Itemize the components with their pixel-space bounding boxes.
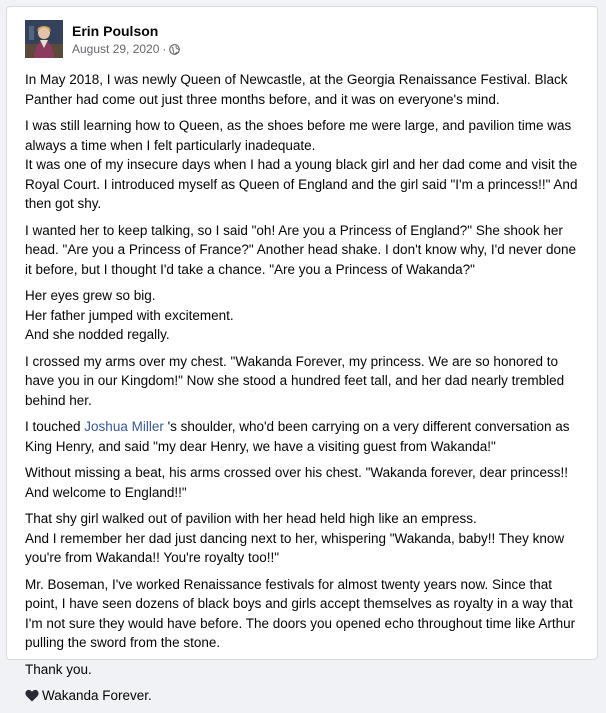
post-card bbox=[6, 6, 598, 703]
post-paragraph-4: Her eyes grew so big. Her father jumped with excitement. And she nodded regally. bbox=[25, 288, 234, 342]
paragraph-6-text-before: I touched bbox=[25, 419, 85, 434]
paragraph-6-text-after: 's shoulder, who'd been carrying on a very different conversation as King Henry, and said "my dear Henry, we have a visiting guest from Wakanda!" bbox=[25, 419, 570, 454]
post-paragraph-10: Thank you. bbox=[25, 661, 92, 677]
post-paragraph-8: That shy girl walked out of pavilion with her head held high like an empress. And I remember her dad just dancing next to her, whispering "Wakanda, baby!! They know you're from Wakanda!! You're royalty too!!" bbox=[25, 511, 565, 565]
post-paragraph-9: Mr. Boseman, I've worked Renaissance festivals for almost twenty years now. Since that point, I have seen dozens of black boys and girls accept themselves as royalty in a way that I'm not sure they would have before. The doors you opened echo throughout time like Arthur pulling the sword from the stone. bbox=[25, 576, 576, 650]
closing-text: Wakanda Forever. bbox=[42, 688, 152, 703]
avatar[interactable] bbox=[25, 20, 63, 58]
post-paragraph-6 bbox=[25, 417, 579, 456]
post-paragraph-7: Without missing a beat, his arms crossed over his chest. "Wakanda forever, dear princess!! And welcome to England!!" bbox=[25, 465, 569, 500]
post-meta bbox=[72, 22, 180, 57]
black-heart-icon bbox=[25, 688, 39, 701]
post-paragraph-1: In May 2018, I was newly Queen of Newcastle, at the Georgia Renaissance Festival. Black Panther had come out just three months before, and it was on everyone's mind. bbox=[25, 72, 568, 107]
mention-link[interactable]: Joshua Miller bbox=[84, 419, 164, 434]
post-header bbox=[25, 19, 180, 59]
post-body bbox=[25, 70, 579, 713]
post-paragraph-5: I crossed my arms over my chest. "Wakanda Forever, my princess. We are so honored to have you in our Kingdom!" Now she stood a hundred feet tall, and her dad nearly trembled behind her. bbox=[25, 353, 565, 408]
post-paragraph-3: I wanted her to keep talking, so I said "oh! Are you a Princess of England?" She shook her head. "Are you a Princess of France?" Another head shake. I don't know why, I'd never done it before, but I thought I'd take a chance. "Are you a Princess of Wakanda?" bbox=[25, 222, 577, 277]
post-paragraph-11 bbox=[25, 686, 579, 706]
post-paragraph-2: I was still learning how to Queen, as the shoes before me were large, and pavilion time was always a time when I felt particularly inadequate. It was one of my insecure days when I had a young black girl and her dad come and visit the Royal Court. I introduced myself as Queen of England and the girl said "I'm a princess!!" And then got shy. bbox=[25, 118, 578, 211]
globe-icon[interactable] bbox=[169, 43, 180, 54]
post-date[interactable]: August 29, 2020 bbox=[72, 41, 160, 56]
author-name[interactable]: Erin Poulson bbox=[72, 22, 159, 39]
separator-dot: · bbox=[162, 41, 167, 56]
post-subline bbox=[72, 41, 180, 57]
